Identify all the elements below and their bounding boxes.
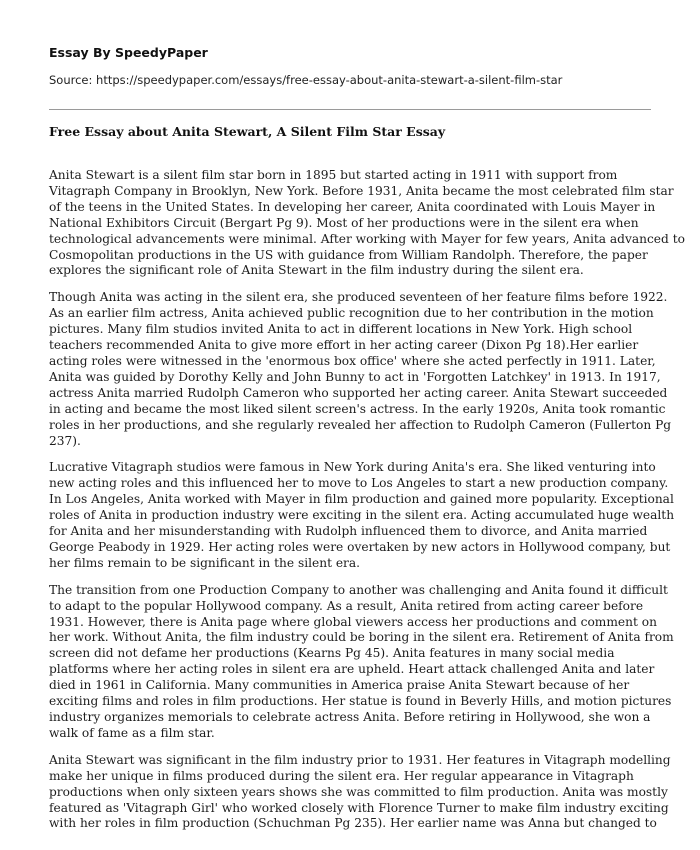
paragraph-line: Anita was guided by Dorothy Kelly and John Bunny to act in 'Forgotten Latchkey' in 1913. In 1917, xyxy=(49,369,661,384)
paragraph-line: screen did not defame her productions (Kearns Pg 45). Anita features in many social media xyxy=(49,646,615,661)
paragraph-line: platforms where her acting roles in silent era are upheld. Heart attack challenged Anita and later xyxy=(49,662,655,677)
paragraph-line: her work. Without Anita, the film industry could be boring in the silent era. Retirement of Anita from xyxy=(49,630,674,645)
paragraph-line: of the teens in the United States. In developing her career, Anita coordinated with Louis Mayer in xyxy=(49,199,656,214)
essay-paragraph-3 xyxy=(49,460,675,571)
paragraph-line: technological advancements were minimal. After working with Mayer for few years, Anita advanced to xyxy=(49,231,685,246)
source-url[interactable]: https://speedypaper.com/essays/free-essay-about-anita-stewart-a-silent-film-star xyxy=(96,73,563,87)
paragraph-line: teachers recommended Anita to give more effort in her acting career (Dixon Pg 18).Her earlier xyxy=(49,338,639,353)
paragraph-line: Vitagraph Company in Brooklyn, New York. Before 1931, Anita became the most celebrated film star xyxy=(49,183,674,198)
paragraph-line: George Peabody in 1929. Her acting roles were overtaken by new actors in Hollywood company, but xyxy=(49,539,671,554)
paragraph-line: Anita Stewart was significant in the film industry prior to 1931. Her features in Vitagraph modelling xyxy=(49,752,671,767)
paragraph-line: Cosmopolitan productions in the US with guidance from William Randolph. Therefore, the paper xyxy=(49,247,648,262)
essay-paragraph-2 xyxy=(49,290,672,449)
paragraph-line: acting roles were witnessed in the 'enormous box office' where she acted perfectly in 1911. Later, xyxy=(49,353,656,368)
paragraph-line: in acting and became the most liked silent screen's actress. In the early 1920s, Anita took romantic xyxy=(49,401,666,416)
paragraph-line: industry organizes memorials to celebrate actress Anita. Before retiring in Hollywood, she won a xyxy=(49,710,651,724)
paragraph-line: to adapt to the popular Hollywood company. As a result, Anita retired from acting career before xyxy=(49,598,644,613)
paragraph-line: pictures. Many film studios invited Anita to act in different locations in New York. High school xyxy=(49,322,633,337)
paragraph-line: In Los Angeles, Anita worked with Mayer in film production and gained more popularity. Exceptional xyxy=(49,492,674,507)
paragraph-line: Anita Stewart is a silent film star born in 1895 but started acting in 1911 with support from xyxy=(49,168,618,182)
paragraph-line: new acting roles and this influenced her to move to Los Angeles to start a new production company. xyxy=(49,476,669,491)
paragraph-line: productions when only sixteen years shows she was committed to film production. Anita was mostly xyxy=(49,784,668,799)
paragraph-line: 237). xyxy=(49,433,81,448)
paragraph-line: died in 1961 in California. Many communities in America praise Anita Stewart because of her xyxy=(49,678,630,693)
document-header-title: Essay By SpeedyPaper xyxy=(49,45,208,60)
paragraph-line: roles in her productions, and she regularly revealed her affection to Rudolph Cameron (Fullerton Pg xyxy=(49,417,672,432)
essay-title: Free Essay about Anita Stewart, A Silent Film Star Essay xyxy=(49,124,446,139)
header-divider xyxy=(49,109,651,110)
essay-paragraph-1 xyxy=(49,168,685,279)
paragraph-line: featured as 'Vitagraph Girl' who worked closely with Florence Turner to make film industry exciting xyxy=(49,800,669,815)
paragraph-line: As an earlier film actress, Anita achieved public recognition due to her contribution in the motion xyxy=(49,306,654,321)
paragraph-line: actress Anita married Rudolph Cameron who supported her acting career. Anita Stewart succeeded xyxy=(49,385,668,400)
paragraph-line: make her unique in films produced during the silent era. Her regular appearance in Vitagraph xyxy=(49,768,634,783)
paragraph-line: 1931. However, there is Anita page where global viewers access her productions and comment on xyxy=(49,614,657,629)
paragraph-line: walk of fame as a film star. xyxy=(49,725,215,740)
source-line xyxy=(49,73,562,87)
paragraph-line: for Anita and her misunderstanding with Rudolph influenced them to divorce, and Anita married xyxy=(49,524,648,539)
paragraph-line: National Exhibitors Circuit (Bergart Pg 9). Most of her productions were in the silent era when xyxy=(49,215,639,230)
paragraph-line: her films remain to be significant in the silent era. xyxy=(49,555,361,570)
paragraph-line: exciting films and roles in film productions. Her statue is found in Beverly Hills, and motion pictures xyxy=(49,694,672,709)
essay-paragraph-4 xyxy=(49,582,674,742)
source-label: Source: xyxy=(49,73,93,87)
paragraph-line: roles of Anita in production industry were exciting in the silent era. Acting accumulated huge wealth xyxy=(49,508,675,523)
paragraph-line: with her roles in film production (Schuchman Pg 235). Her earlier name was Anna but changed to xyxy=(49,816,657,831)
essay-paragraph-5 xyxy=(49,752,671,833)
paragraph-line: Lucrative Vitagraph studios were famous in New York during Anita's era. She liked venturing into xyxy=(49,460,656,475)
essay-body xyxy=(49,168,685,843)
paragraph-line: explores the significant role of Anita Stewart in the film industry during the silent era. xyxy=(49,263,584,278)
paragraph-line: The transition from one Production Company to another was challenging and Anita found it difficult xyxy=(49,582,668,597)
paragraph-line: Though Anita was acting in the silent era, she produced seventeen of her feature films before 1922. xyxy=(49,290,668,305)
